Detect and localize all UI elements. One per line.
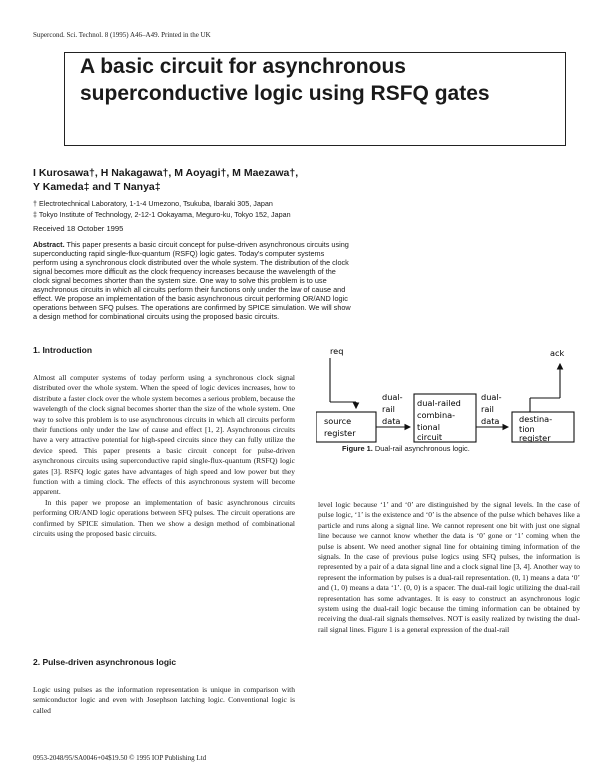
journal-citation: Supercond. Sci. Technol. 8 (1995) A46–A49. Printed in the UK — [33, 31, 211, 39]
title-box — [64, 52, 566, 146]
req-label: req — [330, 346, 344, 356]
author-line-2: Y Kameda‡ and T Nanya‡ — [33, 181, 161, 193]
dual-rail-label-1a: dual- — [382, 392, 403, 402]
right-column-paragraph: level logic because ‘1’ and ‘0’ are distinguished by the signal levels. In the case of pulse logic, ‘1’ is the existence and ‘0’ is the absence of the pulse which behaves like a particle and runs along a signal line. We cannot represent one bit with just one signal line because we cannot know whether the data is ‘0’ gone or ‘1’ coming when the pulse is absent. We need another signal line for obtaining timing information of the signals. In the case of previous pulse logics using SFQ pulses, the information is represented by a pair of a data signal line and a clock signal line [3, 4]. Another way to represent the information by pulses is a dual-rail representation. (0, 1) means a data ‘0’ and (1, 0) means a data ‘1’. (0, 0) is a spacer. The dual-rail logic utilizing the dual-rail representation has some advantages. It is easy to construct an asynchronous logic system using the dual-rail logic because the timing information can be obtained by receiving the dual-rail signals themselves. NOT is easily realized by twisting the dual-rail signal lines. Figure 1 is a general expression of the dual-rail — [318, 500, 580, 634]
section2-body — [33, 685, 295, 716]
received-date: Received 18 October 1995 — [33, 224, 124, 233]
dual-rail-label-2c: data — [481, 416, 500, 426]
section-heading-pulse-driven: 2. Pulse-driven asynchronous logic — [33, 657, 177, 667]
author-list — [33, 166, 393, 194]
section-heading-introduction: 1. Introduction — [33, 345, 93, 355]
abstract-text: This paper presents a basic circuit concept for pulse-driven asynchronous circuits using superconducting rapid single-flux-quantum (RSFQ) logic gates. Today's computer systems perform using a synchronous clock distributed over the whole system. The distribution of the clock signal becomes more difficult as the clock frequency increases because the wavelength of the clock signal becomes shorter than the system size. One way to solve this problem is to use asynchronous circuits in which all circuits perform their functions only under the law of cause and effect. We propose an implementation of the basic asynchronous circuit performing OR/AND logic operations between SFQ pulses. The operations are confirmed by SPICE simulation. We will show a design method for combinational circuits using the proposed basic circuits. — [33, 240, 351, 321]
affiliation-2: ‡ Tokyo Institute of Technology, 2-12-1 Ookayama, Meguro-ku, Tokyo 152, Japan — [33, 210, 291, 219]
destination-register-label-2: tion — [519, 424, 535, 434]
dual-rail-label-1c: data — [382, 416, 401, 426]
figure-1-caption-text: Dual-rail asynchronous logic. — [374, 444, 470, 453]
intro-paragraph-1: Almost all computer systems of today perform using a synchronous clock signal distributed over the whole system. When the speed of logic devices increases, how to distribute a faster clock over the whole system becomes a serious problem, because the wavelength of the clock signal becomes shorter than the size of the whole system. One way to solve this problem is to use asynchronous circuits in which all circuits perform their functions only under the law of cause and effect [1, 2]. Asynchronous circuits have a very attractive potential for high-speed circuits since they can fully utilize the device speed. This paper presents a basic circuit concept for pulse-driven asynchronous circuits using superconductive rapid single-flux-quantum (RSFQ) logic gates [3]. RSFQ logic gates have advantages of high speed and low power but they function with a timing clock. The effects of this asynchronous system will become apparent. — [33, 373, 295, 497]
footer-copyright: 0953-2048/95/SA0046+04$19.50 © 1995 IOP Publishing Ltd — [33, 754, 207, 762]
combinational-label-3: tional — [417, 422, 440, 432]
dual-rail-label-2a: dual- — [481, 392, 502, 402]
right-column-body — [318, 500, 580, 635]
paper-title: A basic circuit for asynchronous superconductive logic using RSFQ gates — [80, 55, 490, 105]
affiliations — [33, 198, 291, 220]
combinational-label-4: circuit — [417, 432, 443, 442]
source-register-label-2: register — [324, 428, 356, 438]
combinational-label-1: dual-railed — [417, 398, 461, 408]
combinational-label-2: combina- — [417, 410, 456, 420]
introduction-body — [33, 373, 295, 540]
destination-register-label-1: destina- — [519, 414, 553, 424]
section2-paragraph-1: Logic using pulses as the information representation is unique in comparison with semiconductor logic and even with Josephson latching logic. Conventional logic is called — [33, 685, 295, 715]
author-line-1: I Kurosawa†, H Nakagawa†, M Aoyagi†, M Maezawa†, — [33, 167, 299, 179]
source-register-label-1: source — [324, 416, 352, 426]
figure-1-diagram — [316, 344, 584, 444]
figure-1-caption — [342, 444, 582, 453]
ack-label: ack — [550, 348, 565, 358]
destination-register-label-3: register — [519, 433, 551, 443]
abstract-label: Abstract. — [33, 240, 65, 249]
dual-rail-label-1b: rail — [382, 404, 395, 414]
intro-paragraph-2: In this paper we propose an implementation of basic asynchronous circuits performing OR/AND logic operations between SFQ pulses. The circuit operations are confirmed by SPICE simulation. Then we show a design method of combinational circuits using the proposed basic circuits. — [33, 497, 295, 539]
figure-1-caption-label: Figure 1. — [342, 444, 373, 453]
abstract — [33, 240, 351, 321]
dual-rail-label-2b: rail — [481, 404, 494, 414]
affiliation-1: † Electrotechnical Laboratory, 1-1-4 Umezono, Tsukuba, Ibaraki 305, Japan — [33, 199, 273, 208]
